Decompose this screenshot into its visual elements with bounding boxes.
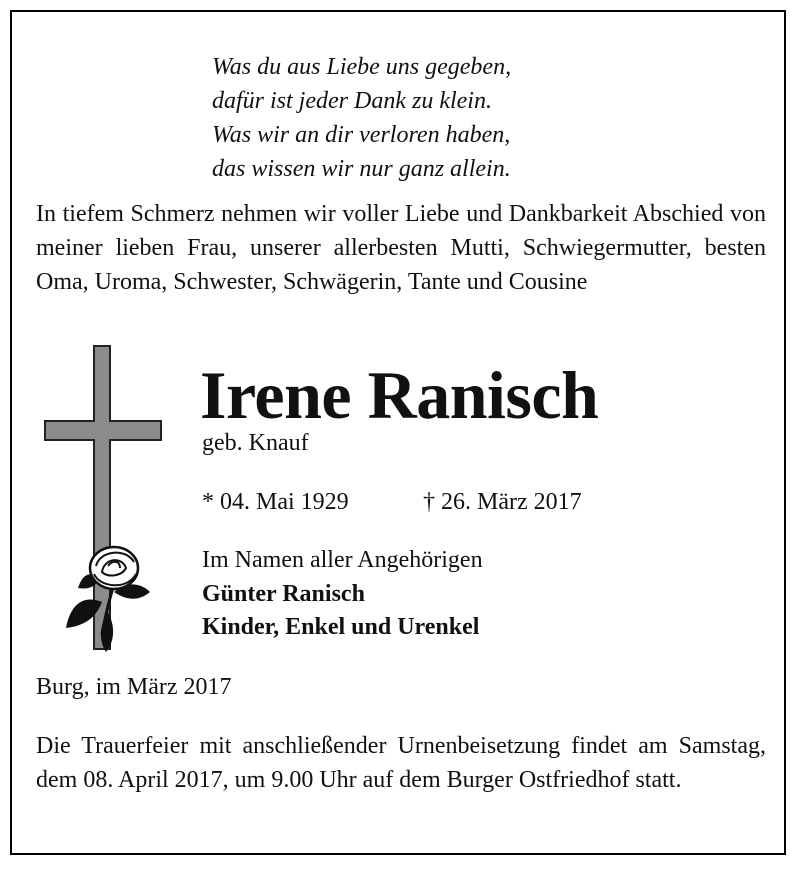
family-intro: Im Namen aller Angehörigen	[202, 547, 483, 573]
poem	[212, 50, 632, 186]
poem-line: dafür ist jeder Dank zu klein.	[212, 88, 492, 114]
intro-text: In tiefem Schmerz nehmen wir voller Liebe und Dankbarkeit Abschied von meiner lieben Frau, unserer allerbesten Mutti, Schwiegermutter, besten Oma, Uroma, Schwester, Schwägerin, Tante und Cousine	[36, 201, 766, 295]
cross-icon	[42, 344, 166, 654]
maiden-name: geb. Knauf	[202, 430, 309, 456]
poem-line: Was wir an dir verloren haben,	[212, 122, 511, 148]
family-member: Kinder, Enkel und Urenkel	[202, 614, 480, 640]
poem-line: Was du aus Liebe uns gegeben,	[212, 54, 512, 80]
place-date: Burg, im März 2017	[36, 674, 232, 700]
birth-date: * 04. Mai 1929	[202, 489, 349, 515]
family-member: Günter Ranisch	[202, 581, 365, 607]
poem-line: das wissen wir nur ganz allein.	[212, 156, 511, 182]
funeral-notice: Die Trauerfeier mit anschließender Urnenbeisetzung findet am Samstag, dem 08. April 2017, um 9.00 Uhr auf dem Burger Ostfriedhof statt.	[36, 733, 766, 793]
deceased-name: Irene Ranisch	[200, 357, 599, 433]
death-date: † 26. März 2017	[423, 489, 582, 515]
